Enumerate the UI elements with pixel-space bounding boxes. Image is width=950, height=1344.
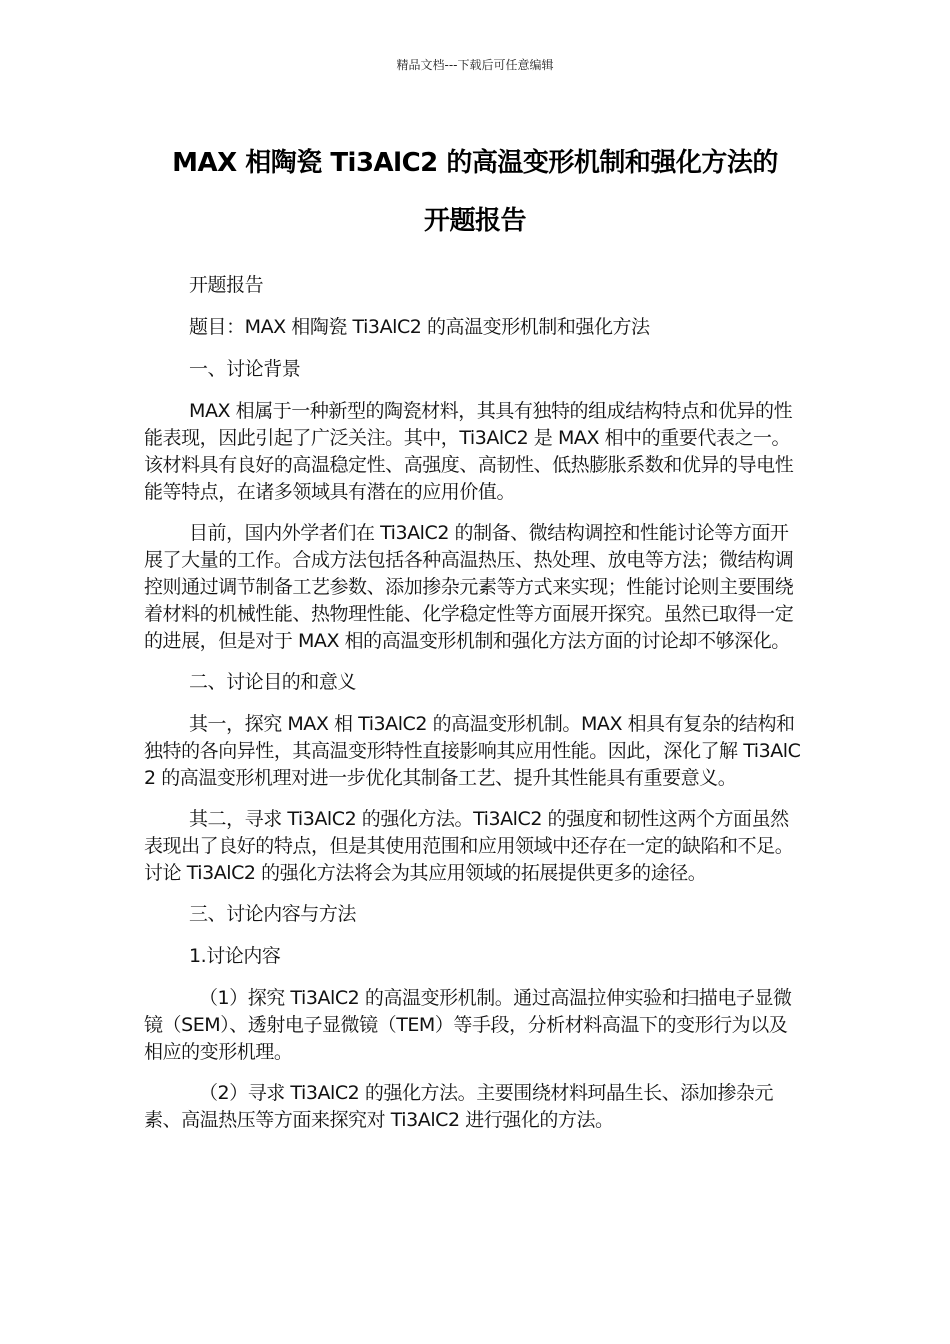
section-1-heading: 一、讨论背景 (189, 358, 301, 380)
section-2-heading: 二、讨论目的和意义 (189, 671, 356, 693)
report-topic: 题目：MAX 相陶瓷 Ti3AlC2 的高温变形机制和强化方法 (189, 316, 650, 338)
section-1-paragraph-1: MAX 相属于一种新型的陶瓷材料，其具有独特的组成结构特点和优异的性能表现，因此引起了广泛关注。其中，Ti3AlC2 是 MAX 相中的重要代表之一。该材料具有良好的高温稳定性、高强度、高韧性、低热膨胀系数和优异的导电性能等特点，在诸多领域具有潜在的应用价值。 (144, 400, 794, 503)
section-2-paragraph-2: 其二，寻求 Ti3AlC2 的强化方法。Ti3AlC2 的强度和韧性这两个方面虽然表现出了良好的特点，但是其使用范围和应用领域中还存在一定的缺陷和不足。讨论 Ti3AlC2 的强化方法将会为其应用领域的拓展提供更多的途径。 (144, 808, 794, 884)
document-body (144, 272, 804, 1148)
document-title (120, 134, 830, 250)
document-title-line-2: 开题报告 (423, 206, 526, 236)
section-3-item-1: （1）探究 Ti3AlC2 的高温变形机制。通过高温拉伸实验和扫描电子显微镜（SEM）、透射电子显微镜（TEM）等手段，分析材料高温下的变形行为以及相应的变形机理。 (144, 987, 792, 1063)
page-header-watermark: 精品文档---下载后可任意编辑 (396, 58, 554, 72)
document-title-line-1: MAX 相陶瓷 Ti3AlC2 的高温变形机制和强化方法的 (172, 148, 778, 178)
report-label: 开题报告 (189, 274, 264, 296)
section-3-heading: 三、讨论内容与方法 (189, 903, 356, 925)
section-3-item-2: （2）寻求 Ti3AlC2 的强化方法。主要围绕材料珂晶生长、添加掺杂元素、高温热压等方面来探究对 Ti3AlC2 进行强化的方法。 (144, 1082, 773, 1131)
section-3-subheading-1: 1.讨论内容 (189, 945, 281, 967)
section-2-paragraph-1: 其一，探究 MAX 相 Ti3AlC2 的高温变形机制。MAX 相具有复杂的结构和独特的各向异性，其高温变形特性直接影响其应用性能。因此，深化了解 Ti3AlC2 的高温变形机理对进一步优化其制备工艺、提升其性能具有重要意义。 (144, 713, 801, 789)
section-1-paragraph-2: 目前，国内外学者们在 Ti3AlC2 的制备、微结构调控和性能讨论等方面开展了大量的工作。合成方法包括各种高温热压、热处理、放电等方法；微结构调控则通过调节制备工艺参数、添加掺杂元素等方式来实现；性能讨论则主要围绕着材料的机械性能、热物理性能、化学稳定性等方面展开探究。虽然已取得一定的进展，但是对于 MAX 相的高温变形机制和强化方法方面的讨论却不够深化。 (144, 522, 794, 652)
